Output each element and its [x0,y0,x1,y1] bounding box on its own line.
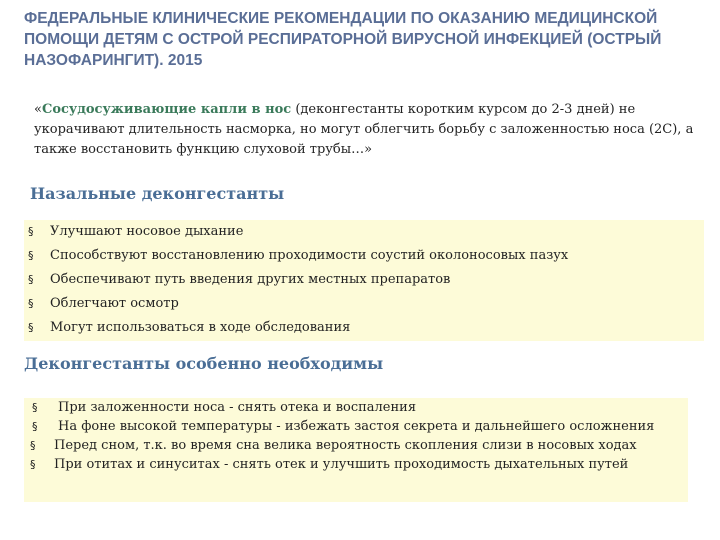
bullet-icon: § [32,401,38,414]
bullet-icon: § [32,420,38,433]
list-item-text: Перед сном, т.к. во время сна велика вероятность скопления слизи в носовых ходах [54,438,637,453]
bullet-icon: § [28,297,34,310]
list-item-text: При заложенности носа - снять отека и воспаления [58,400,417,415]
bullet-icon: § [28,273,34,286]
list-item-text: При отитах и синуситах - снять отек и улучшить проходимость дыхательных путей [54,457,629,472]
list-item [24,436,688,455]
guideline-quote [34,100,694,160]
list-item-text: Могут использоваться в ходе обследования [50,320,351,335]
list-item [24,316,704,340]
section1-heading: Назальные деконгестанты [30,184,285,203]
quote-highlight: Сосудосуживающие капли в нос [41,102,292,117]
section2-list [24,398,688,474]
list-item [24,292,704,316]
section2-box [24,398,688,502]
list-item-text: Облегчают осмотр [50,296,179,311]
list-item [24,417,688,436]
page-title: ФЕДЕРАЛЬНЫЕ КЛИНИЧЕСКИЕ РЕКОМЕНДАЦИИ ПО ОКАЗАНИЮ МЕДИЦИНСКОЙ ПОМОЩИ ДЕТЯМ С ОСТРОЙ РЕСПИРАТОРНОЙ ВИРУСНОЙ ИНФЕКЦИЕЙ (ОСТРЫЙ НАЗОФАРИНГИТ). 2015 [24,10,662,69]
bullet-icon: § [28,225,34,238]
list-item-text: На фоне высокой температуры - избежать застоя секрета и дальнейшего осложнения [58,419,655,434]
bullet-icon: § [30,458,36,471]
list-item [24,398,688,417]
quote-text: (деконгестанты коротким курсом до 2-3 дней) не укорачивают длительность насморка, но могут облегчить борьбу с заложенностью носа (2С), а также восстановить функцию слуховой трубы…» [34,102,694,157]
bullet-icon: § [30,439,36,452]
section1-box [24,220,704,341]
list-item [24,455,688,474]
bullet-icon: § [28,249,34,262]
bullet-icon: § [28,321,34,334]
quote-open-mark: « [34,102,42,117]
list-item [24,220,704,244]
list-item-text: Улучшают носовое дыхание [50,224,244,239]
list-item [24,268,704,292]
list-item [24,244,704,268]
section1-list [24,220,704,340]
list-item-text: Обеспечивают путь введения других местных препаратов [50,272,451,287]
list-item-text: Способствуют восстановлению проходимости соустий околоносовых пазух [50,248,569,263]
section2-heading: Деконгестанты особенно необходимы [24,354,384,373]
